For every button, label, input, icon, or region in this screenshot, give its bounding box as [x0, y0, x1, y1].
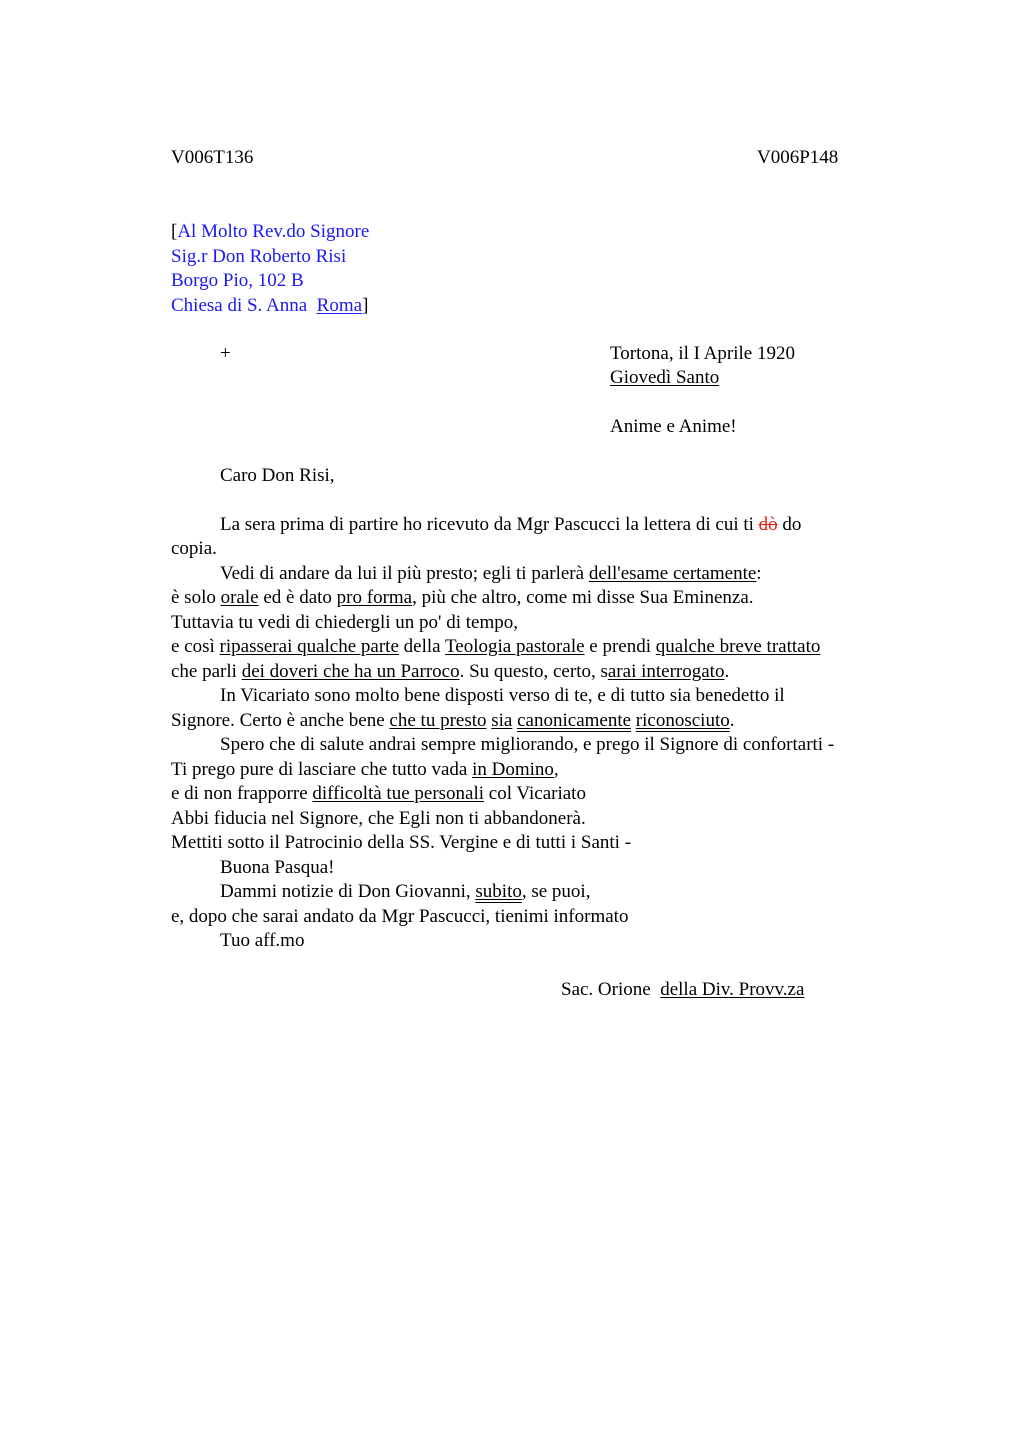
body-line: e così ripasserai qualche parte della Teologia pastorale e prendi qualche breve trattato	[171, 636, 821, 657]
document-code-left: V006T136	[171, 147, 254, 168]
place-date: Tortona, il I Aprile 1920	[610, 343, 795, 364]
body-line: Buona Pasqua!	[220, 857, 335, 878]
body-line: e, dopo che sarai andato da Mgr Pascucci, tienimi informato	[171, 906, 629, 927]
body-line: copia.	[171, 538, 217, 559]
address-line-3: Borgo Pio, 102 B	[171, 270, 304, 291]
motto: Anime e Anime!	[610, 416, 737, 437]
body-line: è solo orale ed è dato pro forma, più che altro, come mi disse Sua Eminenza.	[171, 587, 754, 608]
cross-symbol: +	[220, 343, 231, 364]
body-line: Tuttavia tu vedi di chiedergli un po' di tempo,	[171, 612, 518, 633]
body-line: Signore. Certo è anche bene che tu presto sia canonicamente riconosciuto.	[171, 710, 735, 731]
address-line-4: Chiesa di S. Anna Roma]	[171, 294, 369, 316]
address-line-2: Sig.r Don Roberto Risi	[171, 245, 347, 267]
body-line: In Vicariato sono molto bene disposti verso di te, e di tutto sia benedetto il	[220, 685, 785, 706]
salutation: Caro Don Risi,	[220, 465, 335, 486]
body-line: Abbi fiducia nel Signore, che Egli non ti abbandonerà.	[171, 808, 586, 829]
address-block	[171, 220, 369, 318]
body-line: Vedi di andare da lui il più presto; egli ti parlerà dell'esame certamente:	[220, 563, 762, 584]
body-line: e di non frapporre difficoltà tue personali col Vicariato	[171, 783, 586, 804]
document-code-right: V006P148	[757, 147, 839, 168]
deleted-word: dò	[758, 514, 778, 535]
body-line: che parli dei doveri che ha un Parroco. Su questo, certo, sarai interrogato.	[171, 661, 730, 682]
signature-name: Sac. Orione	[561, 979, 651, 1000]
signature	[561, 978, 804, 1003]
body-line: La sera prima di partire ho ricevuto da Mgr Pascucci la lettera di cui ti dò do	[220, 514, 802, 535]
signature-title: della Div. Provv.za	[660, 979, 805, 1000]
body-line: Spero che di salute andrai sempre migliorando, e prego il Signore di confortarti -	[220, 734, 835, 755]
closing: Tuo aff.mo	[220, 930, 305, 951]
address-city: Roma	[316, 294, 363, 316]
liturgical-day: Giovedì Santo	[610, 367, 720, 388]
body-line: Dammi notizie di Don Giovanni, subito, se puoi,	[220, 881, 591, 902]
address-line-1: [Al Molto Rev.do Signore	[171, 221, 370, 242]
body-line: Mettiti sotto il Patrocinio della SS. Vergine e di tutti i Santi -	[171, 832, 632, 853]
body-line: Ti prego pure di lasciare che tutto vada in Domino,	[171, 759, 559, 780]
